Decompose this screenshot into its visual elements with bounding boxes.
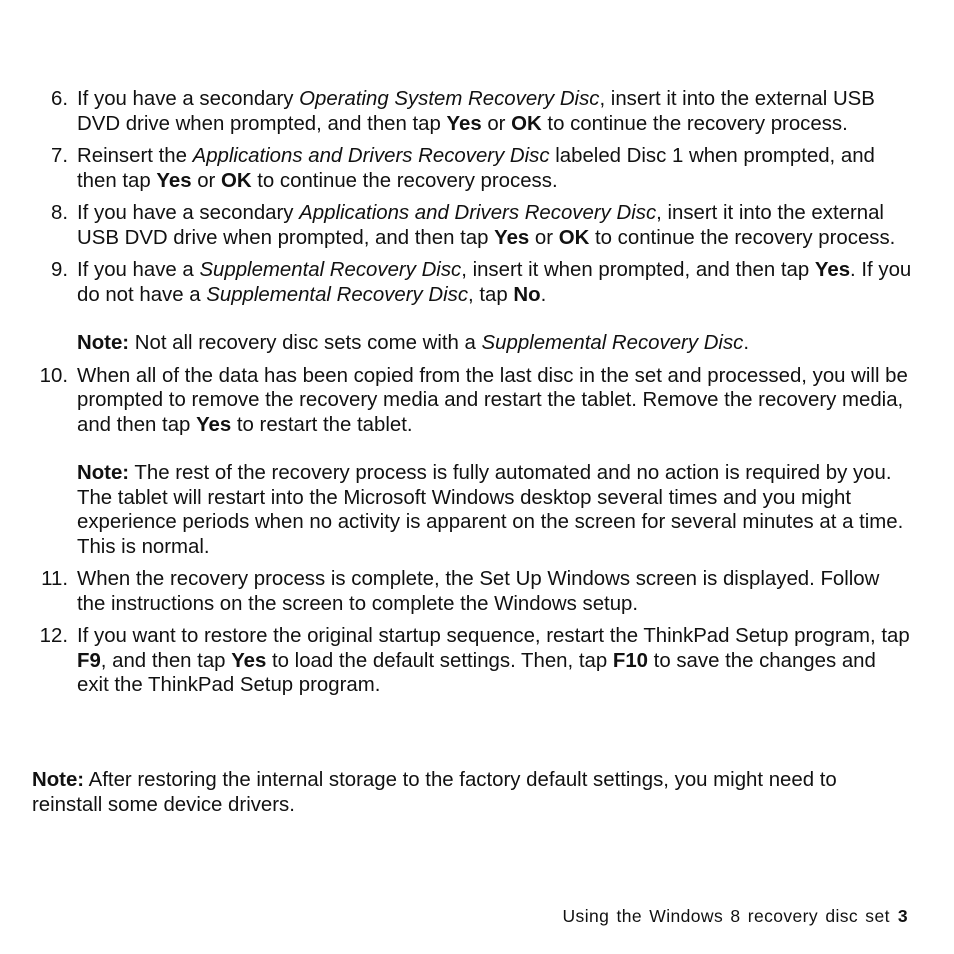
bold-text: F10	[612, 649, 648, 672]
bold-text: Yes	[814, 259, 851, 281]
step-text	[77, 144, 912, 193]
list-item	[32, 144, 912, 193]
recovery-steps-list	[32, 87, 912, 706]
step-number: 6.	[50, 88, 68, 110]
step-number: 9.	[50, 259, 68, 281]
final-note	[32, 768, 912, 817]
step-number: 12.	[39, 625, 68, 647]
bold-text: Yes	[196, 413, 232, 436]
text-run: If you have a secondary	[77, 202, 300, 224]
text-run: If you want to restore the original startup sequence, restart the ThinkPad Setup program, tap	[77, 625, 910, 647]
step-number: 10.	[39, 364, 68, 387]
bold-text: Yes	[494, 226, 530, 249]
text-run: to restart the tablet.	[231, 413, 413, 436]
step-text	[77, 201, 912, 250]
step-note	[77, 331, 912, 356]
text-run: , insert it into the external USB DVD drive when prompted, and then tap	[77, 88, 875, 135]
text-run: When all of the data has been copied from the last disc in the set and processed, you will be prompted to remove the recovery media and restart the tablet. Remove the recovery media, and then tap	[77, 364, 908, 436]
italic-text: Applications and Drivers Recovery Disc	[299, 202, 657, 224]
bold-text: F9	[77, 649, 101, 672]
step-note	[77, 461, 912, 559]
step-text	[77, 567, 912, 616]
text-run: Reinsert the	[77, 145, 193, 167]
text-run: to save the changes and exit the ThinkPad Setup program.	[77, 649, 876, 696]
bold-text: Yes	[446, 112, 482, 135]
bold-text: OK	[558, 226, 590, 249]
text-run: labeled Disc 1 when prompted, and then tap	[77, 145, 875, 192]
text-run: , and then tap	[100, 649, 232, 672]
text-run: After restoring the internal storage to the factory default settings, you might need to reinstall some device drivers.	[32, 769, 837, 816]
list-item	[32, 201, 912, 250]
italic-text: Supplemental Recovery Disc	[199, 259, 462, 281]
italic-text: Operating System Recovery Disc	[299, 88, 600, 110]
page-number: 3	[897, 906, 908, 926]
bold-text: Note:	[77, 462, 130, 484]
text-run: . If you do not have a	[77, 259, 912, 306]
bold-text: Note:	[32, 769, 85, 791]
text-run: , insert it when prompted, and then tap	[461, 259, 815, 281]
step-text	[77, 87, 912, 136]
step-number: 7.	[50, 145, 68, 167]
step-number: 11.	[41, 568, 68, 590]
text-run: to load the default settings. Then, tap	[266, 649, 613, 672]
italic-text: Supplemental Recovery Disc	[481, 332, 744, 354]
list-item	[32, 364, 912, 560]
text-run: , tap	[468, 283, 514, 306]
italic-text: Applications and Drivers Recovery Disc	[192, 145, 550, 167]
bold-text: Yes	[156, 169, 192, 192]
page-footer	[563, 905, 908, 927]
text-run: or	[191, 169, 221, 192]
text-run: If you have a secondary	[77, 88, 300, 110]
text-run: to continue the recovery process.	[541, 112, 848, 135]
text-run: The rest of the recovery process is fully automated and no action is required by you. The tablet will restart into the Microsoft Windows desktop several times and you might experience periods when no activity is apparent on the screen for several minutes at a time. This is normal.	[77, 462, 904, 558]
text-run: If you have a	[77, 259, 200, 281]
text-run: , insert it into the external USB DVD drive when prompted, and then tap	[77, 202, 884, 249]
bold-text: OK	[221, 169, 252, 192]
text-run: to continue the recovery process.	[251, 169, 558, 192]
list-item	[32, 624, 912, 698]
bold-text: Yes	[231, 649, 267, 672]
italic-text: Supplemental Recovery Disc	[206, 283, 469, 306]
list-item	[32, 87, 912, 136]
text-run: Not all recovery disc sets come with a	[129, 332, 482, 354]
step-text	[77, 258, 912, 307]
step-number: 8.	[50, 202, 68, 224]
text-run: When the recovery process is complete, the Set Up Windows screen is displayed. Follow the instructions on the screen to complete the Windows setup.	[77, 568, 880, 615]
footer-section-title: Using the Windows 8 recovery disc set	[562, 906, 890, 926]
list-item	[32, 258, 912, 356]
text-run: to continue the recovery process.	[589, 226, 896, 249]
step-text	[77, 624, 912, 698]
step-text	[77, 364, 912, 438]
list-item	[32, 567, 912, 616]
bold-text: OK	[511, 112, 542, 135]
text-run: .	[540, 283, 547, 306]
bold-text: No	[513, 283, 541, 306]
text-run: .	[743, 332, 750, 354]
text-run: or	[481, 112, 512, 135]
text-run: or	[529, 226, 559, 249]
bold-text: Note:	[77, 332, 130, 354]
